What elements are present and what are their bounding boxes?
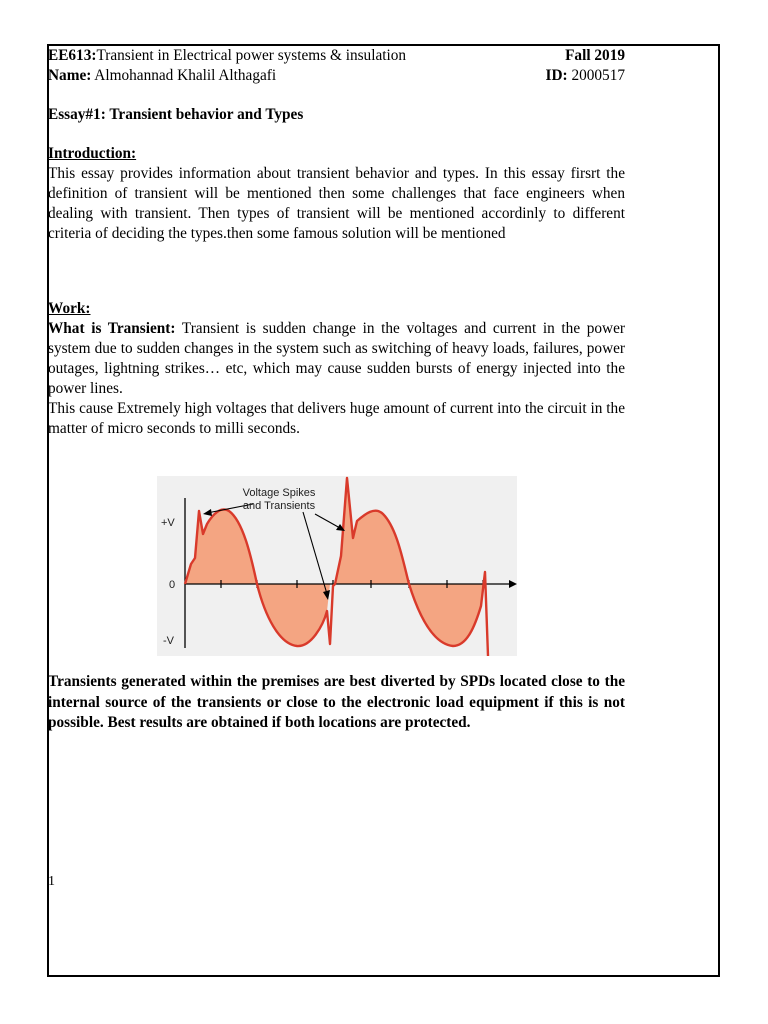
page-number: 1 <box>48 874 55 889</box>
work-heading: Work: <box>48 300 91 317</box>
transient-waveform-figure <box>157 476 517 656</box>
what-is-transient-label: What is Transient: <box>48 320 176 337</box>
name-value: Almohannad Khalil Althagafi <box>91 67 277 84</box>
header-line-2 <box>48 66 625 86</box>
term: Fall 2019 <box>565 47 625 64</box>
intro-heading: Introduction: <box>48 145 137 162</box>
intro-paragraph: This essay provides information about transient behavior and types. In this essay firsrt the definition of transient will be mentioned then some challenges that face engineers when dealing with transient. Then types of transient will be mentioned accordinly to different criteria of deciding the types.then some famous solution will be mentioned <box>48 165 625 242</box>
y-label-negative: -V <box>163 635 174 647</box>
document-body <box>48 46 625 439</box>
closing-paragraph: Transients generated within the premises are best diverted by SPDs located close to the internal source of the transients or close to the electronic load equipment if this is not possible. Best results are obtained if both locations are protected. <box>48 673 625 731</box>
what-is-transient-text: Transient is sudden change in the voltages and current in the power system due to sudden changes in the system such as switching of heavy loads, failures, power outages, lightning strikes… etc, which may cause sudden bursts of energy injected into the power lines. <box>48 320 625 397</box>
cause-paragraph: This cause Extremely high voltages that delivers huge amount of current into the circuit in the matter of micro seconds to milli seconds. <box>48 400 625 437</box>
essay-title: Essay#1: Transient behavior and Types <box>48 106 304 123</box>
annotation-line-1: Voltage Spikes <box>242 487 316 499</box>
header-line-1 <box>48 46 625 66</box>
what-is-transient-paragraph <box>48 319 625 399</box>
name-label: Name: <box>48 67 92 84</box>
y-label-positive: +V <box>161 517 175 529</box>
course-code: EE613: <box>48 47 97 64</box>
annotation-line-2: and Transients <box>242 500 316 512</box>
y-label-zero: 0 <box>169 579 176 591</box>
course-title: Transient in Electrical power systems & insulation <box>96 47 407 64</box>
id-label: ID: <box>545 67 568 84</box>
closing-section <box>48 672 625 734</box>
id-value: 2000517 <box>567 67 625 84</box>
